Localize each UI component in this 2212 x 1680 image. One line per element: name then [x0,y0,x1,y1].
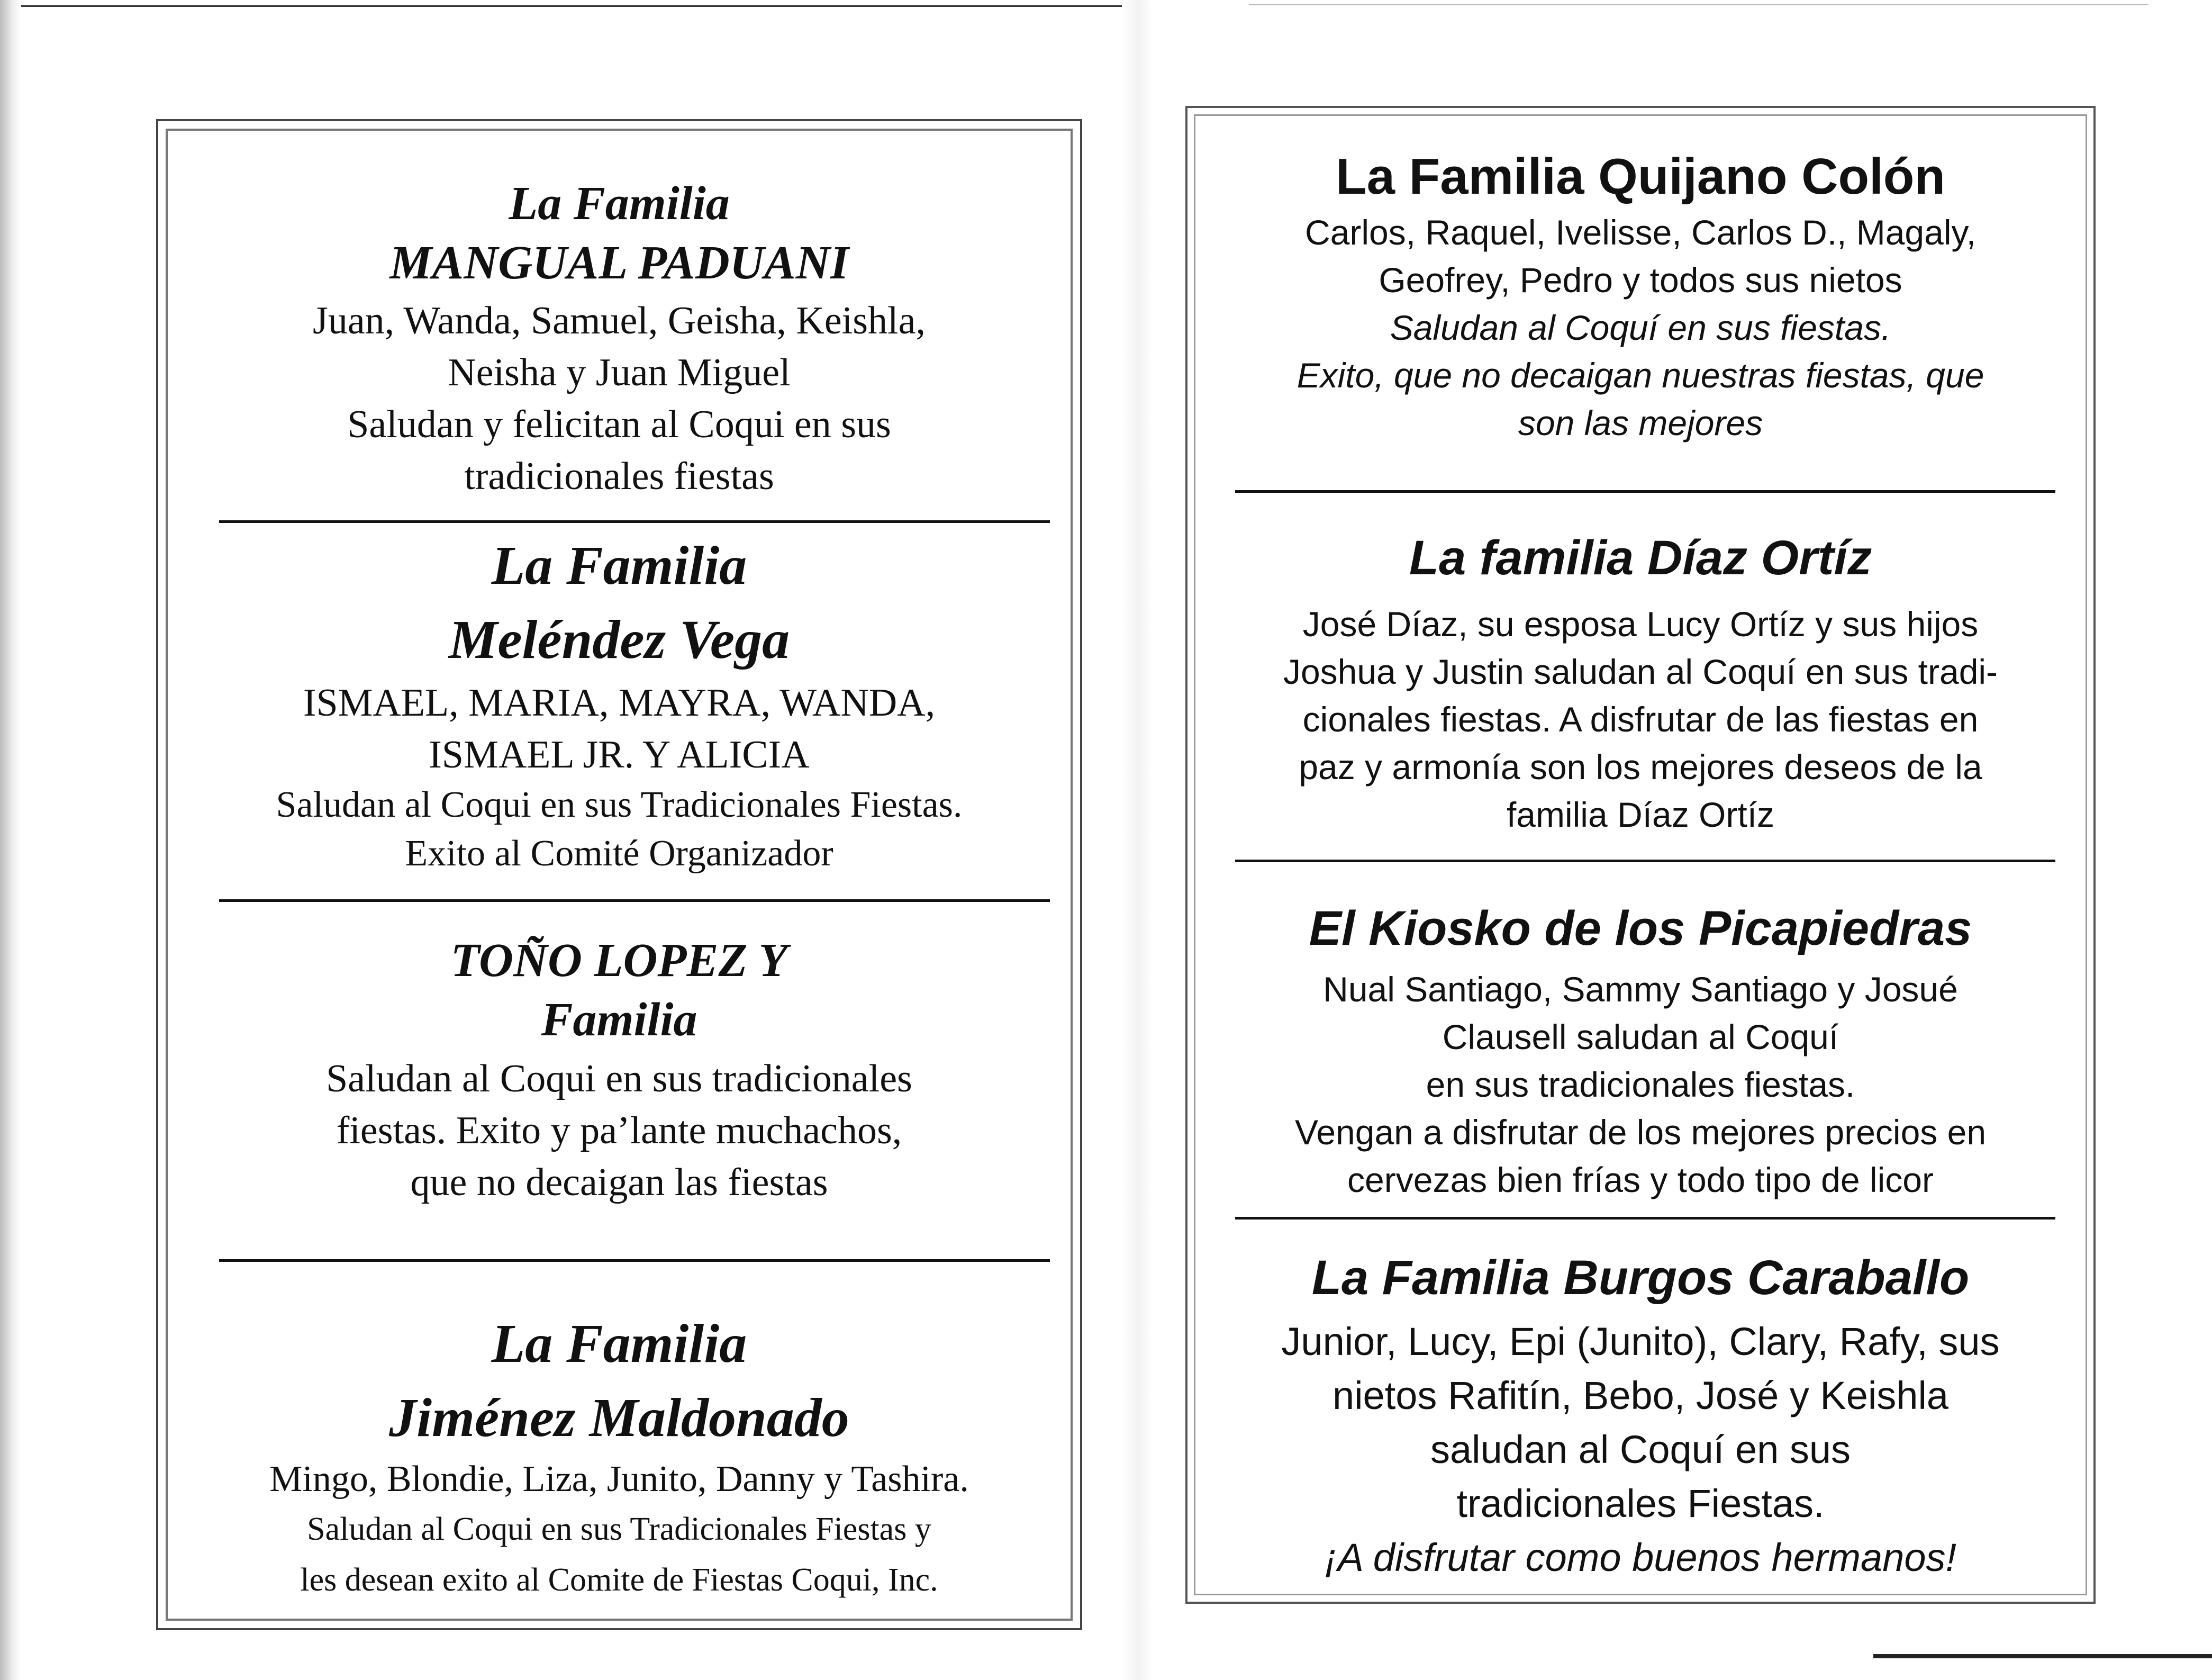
ad-body-line: cionales fiestas. A disfrutar de las fiestas en [1302,700,1979,739]
right-page-frame [1185,106,2096,1604]
section-divider [219,899,1050,902]
ad-body-line: ISMAEL, MARIA, MAYRA, WANDA, [303,681,936,725]
ad-body-line: en sus tradicionales fiestas. [1426,1065,1855,1104]
ad-title-line: TOÑO LOPEZ Y [450,934,788,987]
ad-kiosko-picapiedras [1187,897,2093,1204]
ad-tono-lopez [158,931,1080,1208]
ad-body-line: Mingo, Blondie, Liza, Junito, Danny y Tashira. [269,1459,969,1500]
ad-body-line: Saludan al Coqui en sus Tradicionales Fiestas. [276,784,963,825]
ad-body-line: Nual Santiago, Sammy Santiago y Josué [1323,970,1958,1009]
ad-title-line: Jiménez Maldonado [389,1387,849,1448]
ad-body-line: Saludan al Coqui en sus Tradicionales Fiestas y [307,1511,931,1547]
page-edge-shadow [0,0,21,1680]
ad-body-line: ISMAEL JR. Y ALICIA [429,733,810,776]
section-divider [219,1259,1050,1262]
ad-body-line: Geofrey, Pedro y todos sus nietos [1379,260,1902,300]
ad-title: La familia Díaz Ortíz [1409,531,1872,585]
ad-title-line: La Familia [491,535,747,596]
ad-body-line: tradicionales Fiestas. [1456,1482,1825,1525]
ad-body-line: fiestas. Exito y pa’lante muchachos, [336,1109,902,1152]
section-divider [1235,1217,2055,1220]
ad-title-line: Familia [541,993,697,1046]
ad-body-line: Joshua y Justin saludan al Coquí en sus tradi- [1283,652,1998,691]
ad-title-line: La Familia [491,1313,747,1374]
ad-body-line: Neisha y Juan Miguel [448,351,791,394]
ad-body-line: que no decaigan las fiestas [410,1161,828,1204]
ad-title-line: MANGUAL PADUANI [389,237,849,289]
ad-body-line: Exito al Comité Organizador [405,833,833,874]
ad-body-line: José Díaz, su esposa Lucy Ortíz y sus hijos [1302,604,1979,644]
section-divider [1235,860,2055,862]
ad-body-line: tradicionales fiestas [464,455,774,498]
section-divider [1235,490,2055,493]
left-page-frame [156,119,1082,1630]
ad-body-line: familia Díaz Ortíz [1506,795,1775,834]
ad-burgos-caraballo [1187,1246,2093,1585]
ad-body-line: Saludan al Coquí en sus fiestas. [1390,308,1891,347]
top-scan-line-right [1249,4,2148,5]
ad-body-line: cervezas bien frías y todo tipo de licor [1347,1160,1934,1199]
ad-closing-line: ¡A disfrutar como buenos hermanos! [1324,1536,1957,1579]
ad-body-line: Junior, Lucy, Epi (Junito), Clary, Rafy, sus [1281,1320,2000,1363]
ad-jimenez-maldonado [158,1307,1080,1605]
ad-body-line: les desean exito al Comite de Fiestas Coqui, Inc. [300,1562,938,1598]
ad-body-line: saludan al Coquí en sus [1430,1428,1851,1471]
ad-body-line: Clausell saludan al Coquí [1442,1017,1839,1056]
ad-title-line: Meléndez Vega [448,609,790,670]
ad-body-line: Carlos, Raquel, Ivelisse, Carlos D., Magaly, [1305,213,1976,252]
ad-title-line: La Familia [509,177,730,230]
ad-body-line: Saludan y felicitan al Coqui en sus [347,403,891,446]
ad-mangual-paduani [158,174,1080,502]
top-scan-line [21,5,1122,7]
ad-body-line: nietos Rafitín, Bebo, José y Keishla [1332,1374,1949,1417]
ad-body-line: son las mejores [1518,403,1763,442]
ad-title: La Familia Quijano Colón [1335,148,1946,205]
ad-body-line: Saludan al Coqui en sus tradicionales [326,1057,912,1100]
ad-quijano-colon [1187,145,2093,447]
ad-body-line: Vengan a disfrutar de los mejores precios en [1294,1113,1987,1152]
section-divider [219,520,1050,523]
ad-body-line: Exito, que no decaigan nuestras fiestas, que [1297,356,1984,395]
ad-title: El Kiosko de los Picapiedras [1309,901,1972,955]
ad-body-line: paz y armonía son los mejores deseos de la [1299,747,1982,787]
book-gutter [1122,0,1154,1680]
ad-body-line: Juan, Wanda, Samuel, Geisha, Keishla, [313,299,926,342]
ad-melendez-vega [158,529,1080,878]
bottom-scan-line [1873,1654,2212,1658]
ad-title: La Familia Burgos Caraballo [1311,1251,1970,1305]
ad-diaz-ortiz [1187,526,2093,838]
